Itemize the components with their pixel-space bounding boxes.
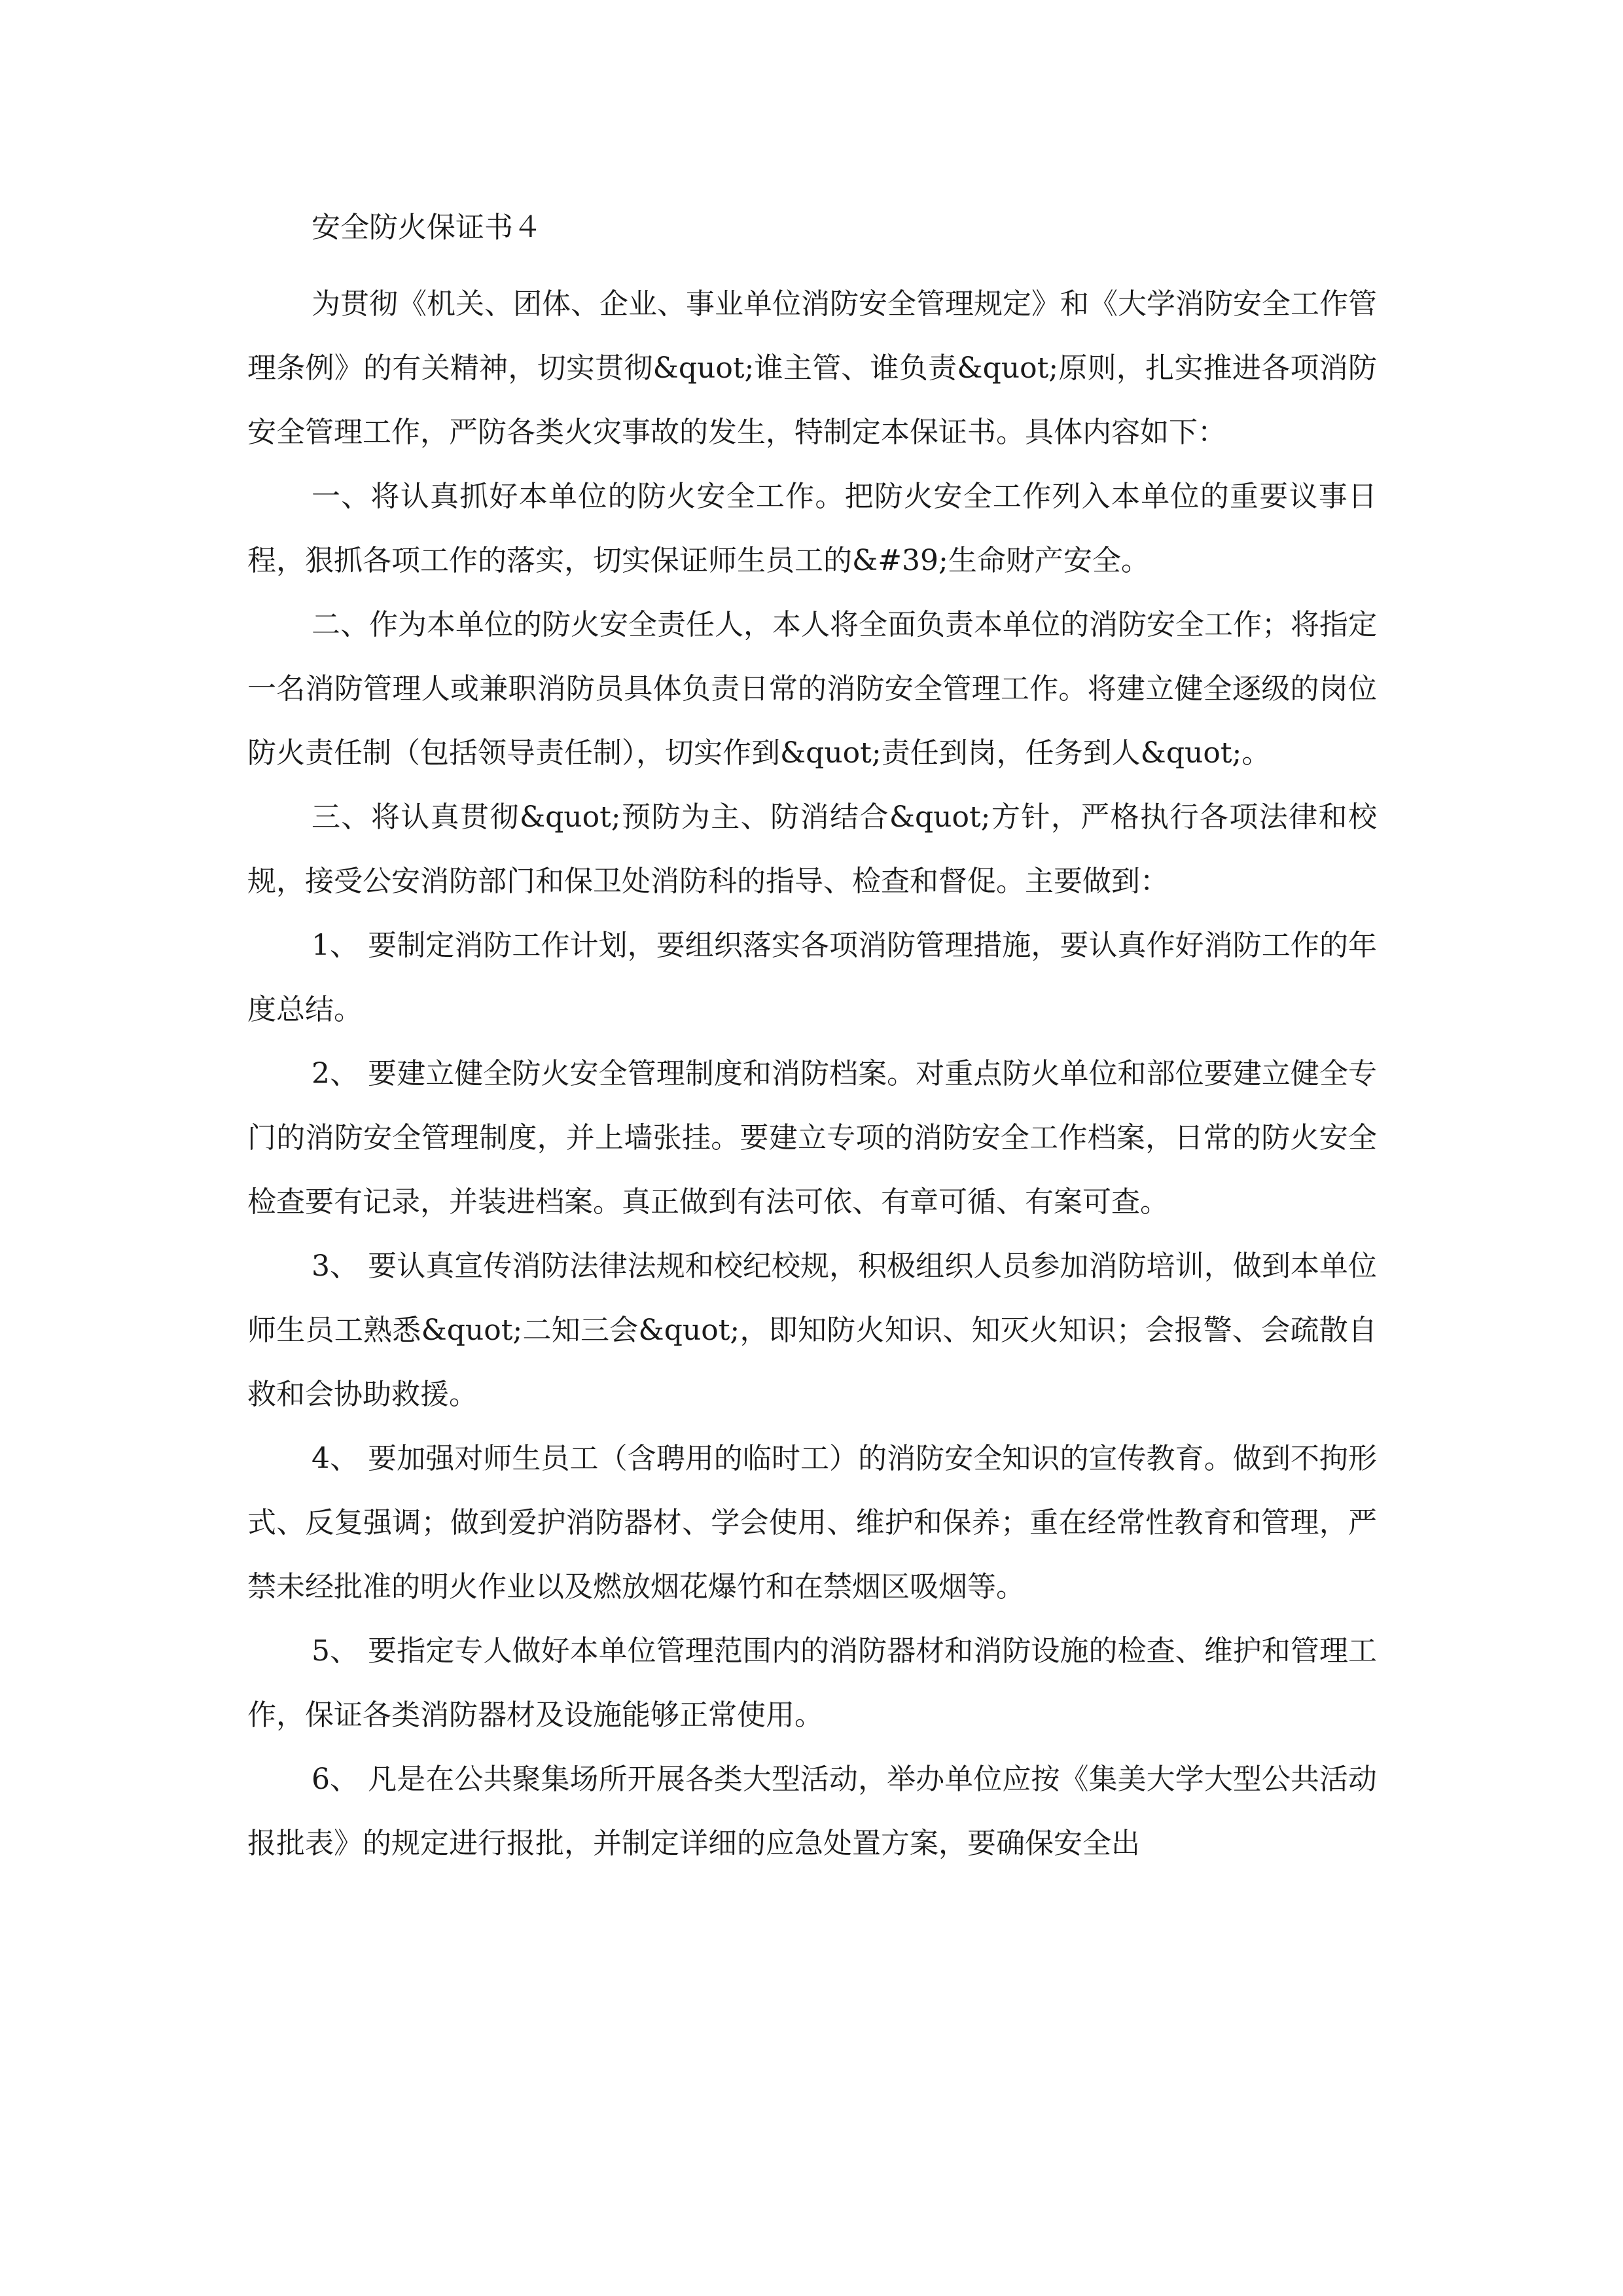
paragraph-subitem-4: 4、 要加强对师生员工（含聘用的临时工）的消防安全知识的宣传教育。做到不拘形式、反复强调；做到爱护消防器材、学会使用、维护和保养；重在经常性教育和管理，严禁未经批准的明火作业以及燃放烟花爆竹和在禁烟区吸烟等。 xyxy=(247,1442,1377,1604)
paragraph-item-3: 三、将认真贯彻&quot;预防为主、防消结合&quot;方针，严格执行各项法律和校规，接受公安消防部门和保卫处消防科的指导、检查和督促。主要做到： xyxy=(247,800,1377,898)
paragraph-subitem-2: 2、 要建立健全防火安全管理制度和消防档案。对重点防火单位和部位要建立健全专门的消防安全管理制度，并上墙张挂。要建立专项的消防安全工作档案，日常的防火安全检查要有记录，并装进档案。真正做到有法可依、有章可循、有案可查。 xyxy=(247,1057,1377,1219)
paragraph-subitem-5: 5、 要指定专人做好本单位管理范围内的消防器材和消防设施的检查、维护和管理工作，保证各类消防器材及设施能够正常使用。 xyxy=(247,1634,1377,1732)
paragraph-subitem-3: 3、 要认真宣传消防法律法规和校纪校规，积极组织人员参加消防培训，做到本单位师生员工熟悉&quot;二知三会&quot;，即知防火知识、知灭火知识；会报警、会疏散自救和会协助救援。 xyxy=(247,1249,1377,1411)
paragraph-item-2: 二、作为本单位的防火安全责任人，本人将全面负责本单位的消防安全工作；将指定一名消防管理人或兼职消防员具体负责日常的消防安全管理工作。将建立健全逐级的岗位防火责任制（包括领导责任制），切实作到&quot;责任到岗，任务到人&quot;。 xyxy=(247,608,1377,770)
paragraph-subitem-6: 6、 凡是在公共聚集场所开展各类大型活动，举办单位应按《集美大学大型公共活动报批表》的规定进行报批，并制定详细的应急处置方案，要确保安全出 xyxy=(247,1763,1377,1860)
paragraph-intro: 为贯彻《机关、团体、企业、事业单位消防安全管理规定》和《大学消防安全工作管理条例》的有关精神，切实贯彻&quot;谁主管、谁负责&quot;原则，扎实推进各项消防安全管理工作，严防各类火灾事故的发生，特制定本保证书。具体内容如下： xyxy=(247,287,1377,449)
paragraph-item-1: 一、将认真抓好本单位的防火安全工作。把防火安全工作列入本单位的重要议事日程，狠抓各项工作的落实，切实保证师生员工的&#39;生命财产安全。 xyxy=(247,480,1377,577)
document-page xyxy=(247,208,1377,1876)
document-title: 安全防火保证书４ xyxy=(312,211,542,244)
paragraph-subitem-1: 1、 要制定消防工作计划，要组织落实各项消防管理措施，要认真作好消防工作的年度总结。 xyxy=(247,929,1377,1026)
